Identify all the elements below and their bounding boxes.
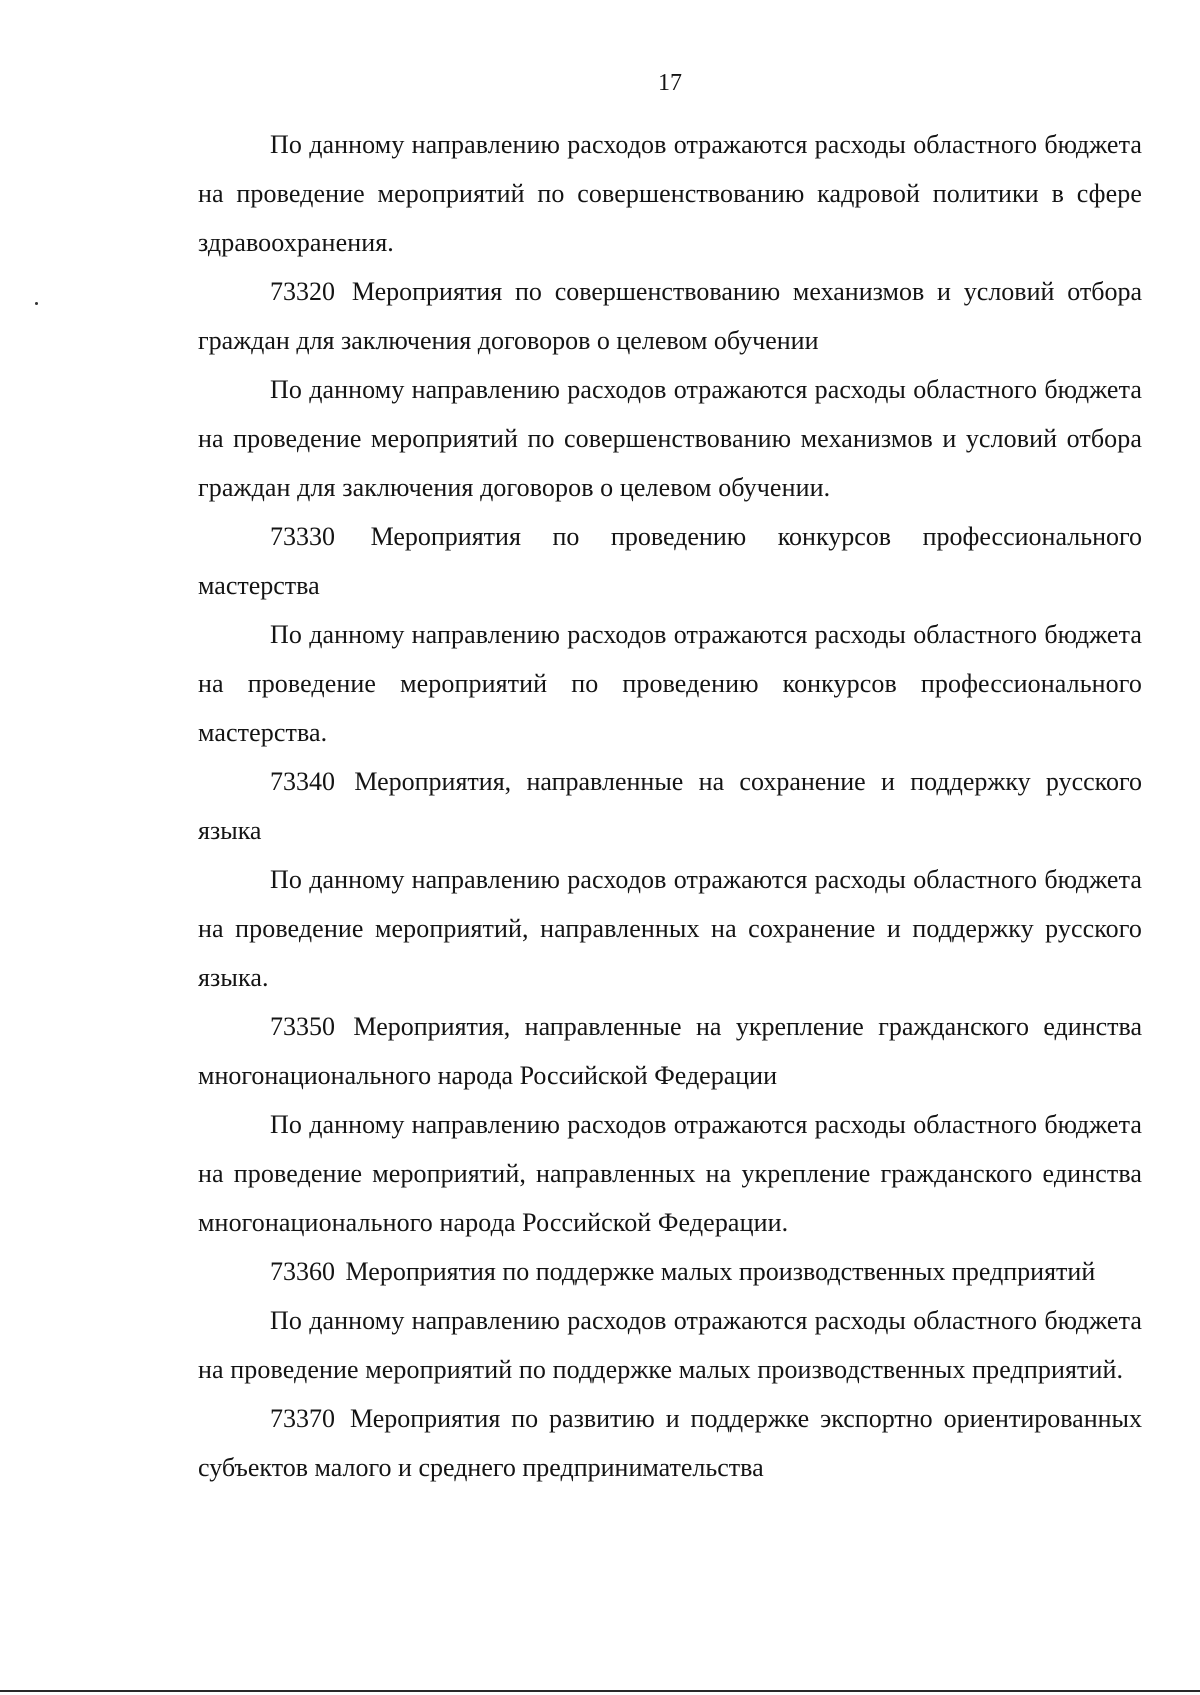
section-heading-73370 (198, 1394, 1142, 1492)
section-code: 73340 (270, 767, 335, 796)
section-title: Мероприятия, направленные на укрепление гражданского единства многонационального народа Российской Федерации (198, 1012, 1142, 1090)
section-title: Мероприятия, направленные на сохранение и поддержку русского языка (198, 767, 1142, 845)
paragraph-kadrovaya-politika: По данному направлению расходов отражаются расходы областного бюджета на проведение мероприятий по совершенствованию кадровой политики в сфере здравоохранения. (198, 130, 1142, 257)
scan-speck (35, 302, 38, 305)
section-heading-73360 (198, 1247, 1142, 1296)
section-heading-73320 (198, 267, 1142, 365)
section-code: 73360 (270, 1257, 335, 1286)
section-code: 73370 (270, 1404, 335, 1433)
section-heading-73350 (198, 1002, 1142, 1100)
section-heading-73340 (198, 757, 1142, 855)
page-number: 17 (658, 70, 682, 96)
section-title: Мероприятия по развитию и поддержке экспортно ориентированных субъектов малого и среднего предпринимательства (198, 1404, 1142, 1482)
section-heading-73330 (198, 512, 1142, 610)
paragraph-73350: По данному направлению расходов отражаются расходы областного бюджета на проведение мероприятий, направленных на укрепление гражданского единства многонационального народа Российской Федерации. (198, 1110, 1142, 1237)
bottom-border-line (0, 1690, 1200, 1692)
paragraph-73330: По данному направлению расходов отражаются расходы областного бюджета на проведение мероприятий по проведению конкурсов профессионального мастерства. (198, 620, 1142, 747)
section-code: 73330 (270, 522, 335, 551)
document-body (198, 120, 1142, 1492)
section-code: 73320 (270, 277, 335, 306)
section-title: Мероприятия по поддержке малых производственных предприятий (345, 1257, 1096, 1286)
paragraph-73340: По данному направлению расходов отражаются расходы областного бюджета на проведение мероприятий, направленных на сохранение и поддержку русского языка. (198, 865, 1142, 992)
paragraph-73320: По данному направлению расходов отражаются расходы областного бюджета на проведение мероприятий по совершенствованию механизмов и условий отбора граждан для заключения договоров о целевом обучении. (198, 375, 1142, 502)
section-title: Мероприятия по совершенствованию механизмов и условий отбора граждан для заключения договоров о целевом обучении (198, 277, 1143, 355)
section-title: Мероприятия по проведению конкурсов профессионального мастерства (198, 522, 1143, 600)
section-code: 73350 (270, 1012, 335, 1041)
paragraph-73360: По данному направлению расходов отражаются расходы областного бюджета на проведение мероприятий по поддержке малых производственных предприятий. (198, 1306, 1142, 1384)
